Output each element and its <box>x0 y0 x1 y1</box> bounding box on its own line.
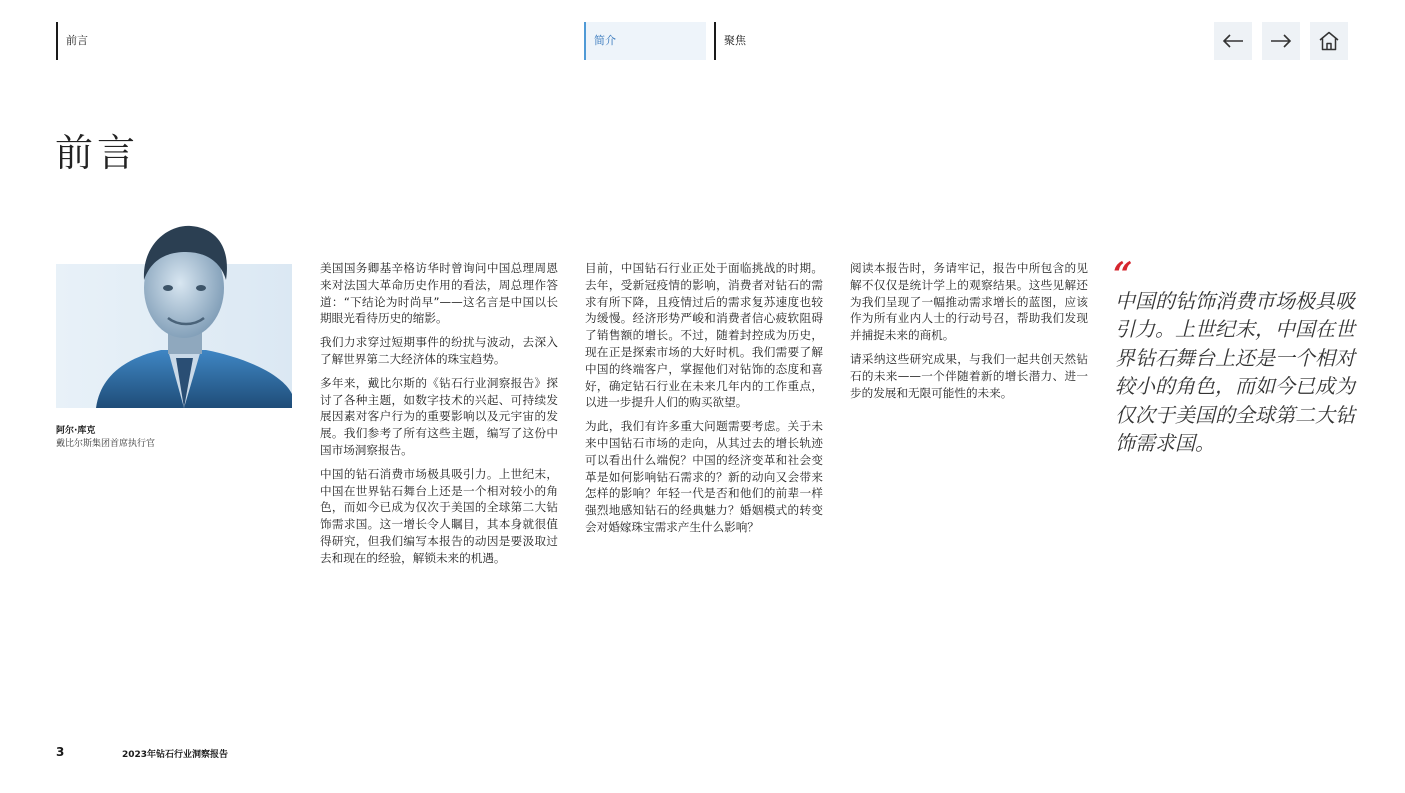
nav-tab-intro[interactable] <box>584 22 706 60</box>
back-button[interactable] <box>1214 22 1252 60</box>
nav-tab-focus-label: 聚焦 <box>724 34 746 47</box>
text-column-3 <box>850 260 1088 408</box>
paragraph: 我们力求穿过短期事件的纷扰与波动，去深入了解世界第二大经济体的珠宝趋势。 <box>320 335 558 366</box>
paragraph: 多年来，戴比尔斯的《钻石行业洞察报告》探讨了各种主题，如数字技术的兴起、可持续发展因素对客户行为的重要影响以及元宇宙的发展。我们参考了所有这些主题，编写了这份中国市场洞察报告。 <box>320 375 558 457</box>
page-number: 3 <box>56 745 65 759</box>
nav-tab-focus[interactable] <box>714 22 854 60</box>
portrait-image <box>56 222 292 408</box>
page-title: 前言 <box>55 131 140 175</box>
person-title: 戴比尔斯集团首席执行官 <box>56 439 156 449</box>
arrow-right-icon <box>1270 33 1292 49</box>
forward-button[interactable] <box>1262 22 1300 60</box>
nav-tab-preface[interactable] <box>56 22 236 60</box>
footer-report-title: 2023年钻石行业洞察报告 <box>122 750 229 760</box>
paragraph: 中国的钻石消费市场极具吸引力。上世纪末，中国在世界钻石舞台上还是一个相对较小的角色，而如今已成为仅次于美国的全球第二大钻饰需求国。这一增长令人瞩目，其本身就很值得研究，但我们编写本报告的动因是要汲取过去和现在的经验，解锁未来的机遇。 <box>320 466 558 565</box>
nav-tab-preface-label: 前言 <box>66 34 88 47</box>
home-icon <box>1318 31 1340 51</box>
home-button[interactable] <box>1310 22 1348 60</box>
paragraph: 美国国务卿基辛格访华时曾询问中国总理周恩来对法国大革命历史作用的看法，周总理作答道：“下结论为时尚早”——这名言是中国以长期眼光看待历史的缩影。 <box>320 261 558 326</box>
paragraph: 请采纳这些研究成果，与我们一起共创天然钻石的未来——一个伴随着新的增长潜力、进一步的发展和无限可能性的未来。 <box>850 351 1088 400</box>
paragraph: 为此，我们有许多重大问题需要考虑。关于未来中国钻石市场的走向，从其过去的增长轨迹可以看出什么端倪？中国的经济变革和社会变革是如何影响钻石需求的？新的动向又会带来怎样的影响？年轻一代是否和他们的前辈一样强烈地感知钻石的经典魅力？婚姻模式的转变会对婚嫁珠宝需求产生什么影响？ <box>585 419 823 534</box>
text-column-1 <box>320 260 558 574</box>
paragraph: 目前，中国钻石行业正处于面临挑战的时期。去年，受新冠疫情的影响，消费者对钻石的需求有所下降，且疫情过后的需求复苏速度也较为缓慢。经济形势严峻和消费者信心疲软阻碍了销售额的增长。不过，随着封控成为历史，现在正是探索市场的大好时机。我们需要了解中国的终端客户，掌握他们对钻饰的态度和喜好，确定钻石行业在未来几年内的工作重点，以进一步提升人们的购买欲望。 <box>585 261 823 410</box>
person-name: 阿尔·库克 <box>56 426 96 436</box>
quote-mark-icon: “ <box>1113 255 1133 295</box>
pull-quote: 中国的钻饰消费市场极具吸引力。上世纪末，中国在世界钻石舞台上还是一个相对较小的角色，而如今已成为仅次于美国的全球第二大钻饰需求国。 <box>1115 289 1355 456</box>
text-column-2 <box>585 260 823 543</box>
nav-tab-intro-label: 简介 <box>594 34 616 47</box>
arrow-left-icon <box>1222 33 1244 49</box>
paragraph: 阅读本报告时，务请牢记，报告中所包含的见解不仅仅是统计学上的观察结果。这些见解还为我们呈现了一幅推动需求增长的蓝图，应该作为所有业内人士的行动号召，帮助我们发现并捕捉未来的商机。 <box>850 261 1088 343</box>
